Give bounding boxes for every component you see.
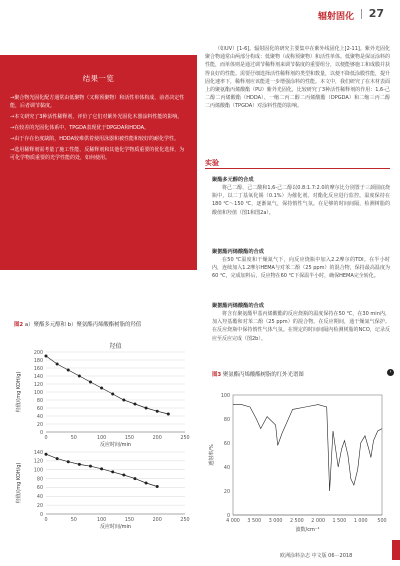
page-header (0, 0, 400, 30)
page-number: 27 (368, 7, 384, 20)
subsection-text: 在50 ℃温度和干燥氮气下，向反应烧瓶中加入2.2摩尔的TDI。在半小时内，连续加入1.2摩尔HEMA与对苯二酚（25 ppm）的混合物，保持最高温度为60 ℃，完成加料后，反应物在60 ℃下保温半小时，确保HEMA完全转化。 (212, 257, 390, 280)
y-tick-label: 0 (39, 512, 43, 518)
y-tick-label: 20 (36, 503, 43, 509)
subsection-heading: 聚氨酯丙烯酸酯的合成 (212, 249, 264, 255)
y-tick-label: 0 (226, 513, 230, 519)
y-tick-label: 80 (223, 417, 230, 423)
y-tick-label: 60 (36, 406, 43, 412)
x-tick-label: 1 500 (332, 519, 347, 524)
x-tick-label: 250 (180, 436, 190, 441)
journal-name: 欧洲涂料杂志 中文版 06－2018 (280, 553, 353, 559)
y-tick-label: 80 (36, 398, 43, 404)
data-point (122, 474, 125, 477)
figure3-label: 图3 (212, 372, 222, 378)
y-tick-label: 20 (36, 422, 43, 428)
x-tick-label: 250 (180, 518, 190, 523)
y-axis-label: 羟值/(mg KOH/g) (16, 371, 22, 413)
x-tick-label: 0 (44, 518, 48, 523)
y-tick-label: 40 (223, 465, 230, 471)
x-tick-label: 2 500 (289, 519, 304, 524)
series-line (233, 405, 382, 491)
y-tick-label: 40 (36, 414, 43, 420)
x-tick-label: 50 (70, 436, 77, 441)
data-point (167, 413, 170, 416)
y-axis-label: 羟值/(mg KOH/g) (16, 462, 22, 504)
intro-paragraph: （如UV）[1-6]。辐射固化的研究主要集中在紫外线固化上[2-11]。紫外光固化聚合物通常由两部分构成：低聚物（或称预聚物）和活性单体。低聚物是保证涂料的性能，而单体则是通过调节稀释剂来调节黏度的重要组分，以便能够施工和成膜并获得良好的性能。需要仔细选择活性稀释剂的类型和数量，以便不降低涂膜性能，提升固化速率下，稀释剂应该能进一步增强涂料的性能。本文中，我们研究了在木材表面上的聚氨酯丙烯酸酯（PU）紫外光固化，比较研究了3种活性稀释剂的作用：1,6-己二醇二丙烯酸酯（HDDA）、一缩二丙二醇二丙烯酸酯（DPGDA）和二缩三丙二醇二丙烯酸酯（TPGDA）对涂料性能的影响。 (205, 46, 391, 110)
data-point (145, 407, 148, 410)
x-tick-label: 4 000 (226, 519, 240, 524)
x-tick-label: 3 500 (247, 519, 262, 524)
y-tick-label: 0 (39, 430, 43, 436)
y-tick-label: 200 (33, 350, 43, 356)
data-point (78, 375, 81, 378)
x-axis-label: 反应时间/min (99, 442, 132, 448)
summary-item: →在较差的光固化体系中，TPGDA表现优于DPGDA和HDDA。 (10, 125, 150, 131)
data-point (45, 355, 48, 358)
figure3-caption (212, 370, 304, 378)
section-title: 辐射固化 (317, 12, 354, 22)
series-line (46, 454, 157, 486)
data-point (89, 465, 92, 468)
summary-item: →由于存在色度缺陷，HDDA较难供着使用泳器和被性能和较好的耐化学性。 (10, 136, 179, 142)
page-footer (0, 546, 400, 560)
x-axis-label: 反应时间/min (99, 524, 132, 530)
x-tick-label: 100 (97, 436, 107, 441)
y-axis-label: 透射率/% (209, 444, 215, 466)
y-tick-label: 120 (33, 459, 43, 465)
x-tick-label: 50 (70, 518, 77, 523)
y-tick-label: 20 (223, 489, 230, 495)
x-tick-label: 200 (152, 436, 162, 441)
data-point (56, 363, 59, 366)
x-tick-label: 1 000 (353, 519, 368, 524)
data-point (145, 482, 148, 485)
x-tick-label: 500 (377, 519, 387, 524)
header-divider (361, 9, 362, 19)
x-tick-label: 3 000 (268, 519, 283, 524)
data-point (133, 403, 136, 406)
summary-item: →本文研究了3种活性稀释剂，评价了它们对紫外光固化木器涂料性能的影响。 (10, 114, 183, 120)
ir-spectrum-chart (205, 385, 390, 533)
x-tick-label: 150 (124, 518, 134, 523)
y-tick-label: 40 (36, 495, 43, 501)
y-tick-label: 140 (33, 450, 43, 456)
experiment-heading: 实验 (205, 159, 219, 167)
next-arrow-icon[interactable]: › (387, 369, 394, 376)
subsection-heading: 聚氨酯丙烯酸酯的合成 (212, 303, 264, 309)
summary-box (0, 55, 197, 270)
figure3-text: 聚氨酯丙烯酸酯树脂的红外光谱图 (222, 372, 304, 378)
x-axis-label: 波数/cm⁻¹ (295, 527, 320, 533)
data-point (100, 387, 103, 390)
data-point (45, 453, 48, 456)
data-point (67, 369, 70, 372)
chart-title: 羟值 (109, 343, 122, 350)
data-point (100, 467, 103, 470)
subsection-text: 将含有聚氨酯甲基丙烯酸酯的反应烧瓶的温度保持在50 ℃，在30 min内，加入羟基酯和对苯二酚（25 ppm）的混合物。在反应期间，通干燥氮气保护。在反应烧瓶中保持惰性气体气氛。在规定的时间间隔内检测树脂的NCO，记录反应至反应完成（图2b）。 (212, 311, 390, 342)
subsection-text: 将己二醇、己二酸和1,6-己二醇以0.8:1.7:2.0的摩尔比分别置于三颈圆底烧瓶中，以二丁基氧化锡（0.1%）为催化剂。对酯化反应进行监控。温度保持在180 ℃～150 ℃，逐渐氮气，保持惰性气氛。在足够的时间间隔，检测树脂的酸值和羟值（图1和图2a）。 (212, 185, 390, 216)
x-tick-label: 150 (124, 436, 134, 441)
subsection-heading: 聚酯多元醇的合成 (212, 177, 254, 183)
y-tick-label: 60 (36, 486, 43, 492)
data-point (78, 463, 81, 466)
data-point (156, 485, 159, 488)
experiment-divider (205, 168, 390, 169)
data-point (89, 381, 92, 384)
y-tick-label: 100 (220, 393, 230, 399)
figure2-label: 图2 (14, 322, 24, 328)
figure2-text: a）聚酯多元醇和 b）聚氨酯丙烯酸酯树脂的羟值 (24, 322, 142, 328)
y-tick-label: 100 (33, 390, 43, 396)
y-tick-label: 160 (33, 366, 43, 372)
x-tick-label: 200 (152, 518, 162, 523)
data-point (111, 393, 114, 396)
hydroxyl-chart-b (10, 448, 195, 530)
data-point (67, 460, 70, 463)
series-line (46, 356, 168, 414)
x-tick-label: 0 (44, 436, 48, 441)
plot-frame (233, 395, 382, 515)
x-tick-label: 100 (97, 518, 107, 523)
x-tick-label: 2 000 (311, 519, 326, 524)
data-point (156, 410, 159, 413)
y-tick-label: 140 (33, 374, 43, 380)
data-point (133, 477, 136, 480)
hydroxyl-chart-a (10, 338, 195, 448)
y-tick-label: 120 (33, 382, 43, 388)
y-tick-label: 80 (36, 477, 43, 483)
data-point (122, 399, 125, 402)
data-point (111, 470, 114, 473)
summary-title: 结果一览 (82, 74, 115, 83)
summary-item: →聚合物光固化配方通常由低聚物（又称预聚物）和活性单体构成，前者决定性能，后者调节黏度。 (10, 95, 185, 109)
y-tick-label: 180 (33, 358, 43, 364)
y-tick-label: 60 (223, 441, 230, 447)
figure2-caption (14, 320, 141, 328)
summary-item: →选用稀释剂需考量了施工性能、反稀释剂和其他化学物质重要的优化选择，为可化学物质重要的光学性能的处，如何使用。 (10, 147, 185, 161)
edge-strip (392, 540, 400, 560)
data-point (56, 457, 59, 460)
y-tick-label: 100 (33, 468, 43, 474)
